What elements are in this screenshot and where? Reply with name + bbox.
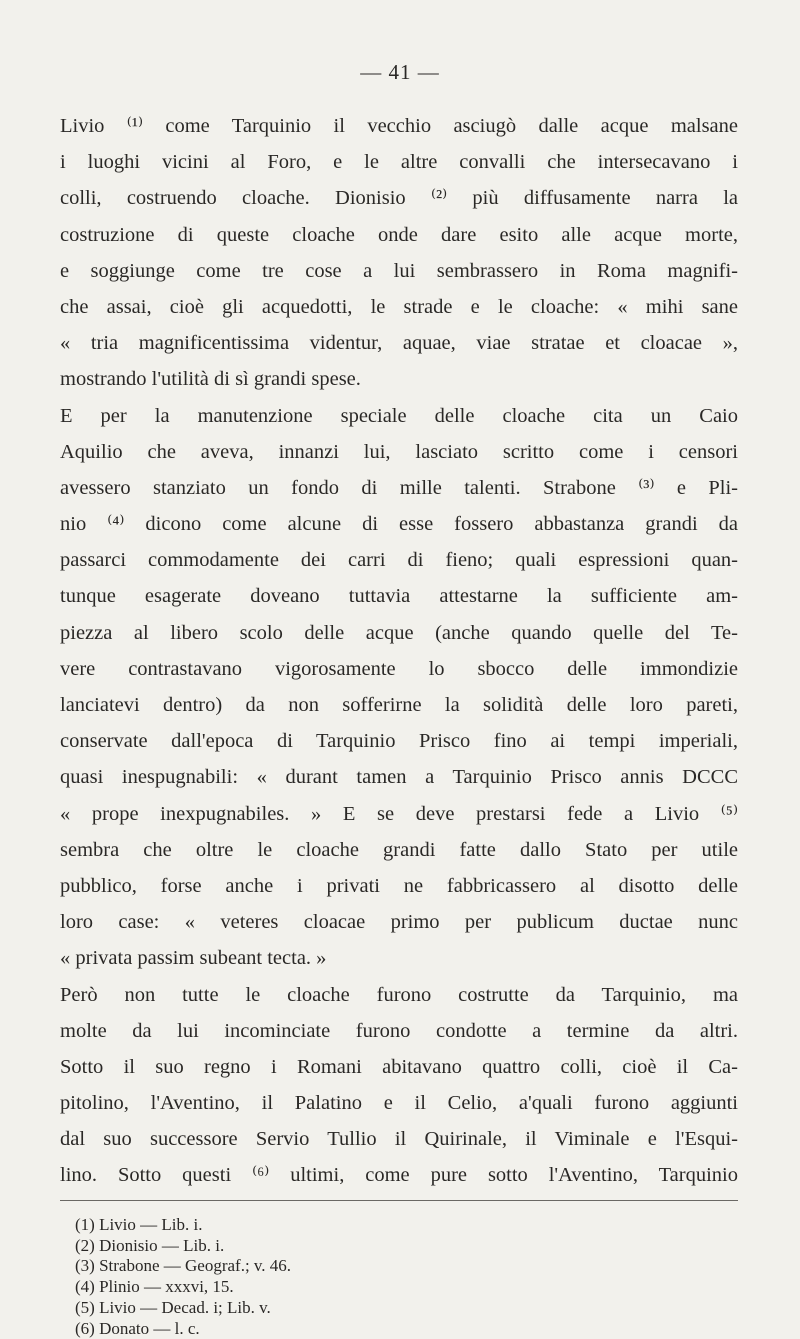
text-line: E per la manutenzione speciale delle cloache cita un Caio: [60, 404, 738, 427]
text-line: nio ⁽⁴⁾ dicono come alcune di esse fossero abbastanza grandi da: [60, 513, 738, 536]
text-line: mostrando l'utilità di sì grandi spese.: [60, 368, 361, 391]
text-line: vere contrastavano vigorosamente lo sbocco delle immondizie: [60, 657, 738, 680]
footnote-divider: [60, 1200, 738, 1201]
text-line: dal suo successore Servio Tullio il Quirinale, il Viminale e l'Esqui-: [60, 1128, 738, 1151]
text-line: tunque esagerate doveano tuttavia attestarne la sufficiente am-: [60, 585, 738, 608]
text-line: passarci commodamente dei carri di fieno; quali espressioni quan-: [60, 549, 738, 572]
text-line: quasi inespugnabili: « durant tamen a Tarquinio Prisco annis DCCC: [60, 766, 738, 789]
body-text: [60, 108, 738, 1194]
text-line: pitolino, l'Aventino, il Palatino e il Celio, a'quali furono aggiunti: [60, 1092, 738, 1115]
text-line: Livio ⁽¹⁾ come Tarquinio il vecchio asciugò dalle acque malsane: [60, 115, 738, 137]
text-line: e soggiunge come tre cose a lui sembrassero in Roma magnifi-: [60, 259, 738, 282]
text-line: colli, costruendo cloache. Dionisio ⁽²⁾ più diffusamente narra la: [60, 187, 738, 210]
footnote: (2) Dionisio — Lib. i.: [75, 1235, 225, 1255]
footnote: (6) Donato — l. c.: [75, 1318, 200, 1338]
text-line: molte da lui incominciate furono condotte a termine da altri.: [60, 1019, 738, 1042]
text-line: lino. Sotto questi ⁽⁶⁾ ultimi, come pure sotto l'Aventino, Tarquinio: [60, 1164, 738, 1187]
text-line: che assai, cioè gli acquedotti, le strade e le cloache: « mihi sane: [60, 295, 738, 318]
footnote: (4) Plinio — xxxvi, 15.: [75, 1277, 234, 1297]
text-line: lanciatevi dentro) da non sofferirne la solidità delle loro pareti,: [60, 694, 738, 716]
footnotes: [75, 1215, 291, 1339]
text-line: « tria magnificentissima videntur, aquae, viae stratae et cloacae »,: [60, 332, 738, 355]
text-line: Aquilio che aveva, innanzi lui, lasciato scritto come i censori: [60, 440, 738, 463]
text-line: Sotto il suo regno i Romani abitavano quattro colli, cioè il Ca-: [60, 1055, 738, 1078]
text-line: « privata passim subeant tecta. »: [60, 947, 327, 970]
text-line: pubblico, forse anche i privati ne fabbricassero al disotto delle: [60, 874, 738, 897]
text-line: Però non tutte le cloache furono costrutte da Tarquinio, ma: [60, 983, 738, 1006]
text-line: conservate dall'epoca di Tarquinio Prisco fino ai tempi imperiali,: [60, 730, 738, 753]
footnote: (3) Strabone — Geograf.; v. 46.: [75, 1256, 292, 1276]
text-line: loro case: « veteres cloacae primo per publicum ductae nunc: [60, 911, 738, 934]
text-line: costruzione di queste cloache onde dare esito alle acque morte,: [60, 223, 738, 246]
page-number: — 41 —: [360, 60, 440, 84]
footnote: (5) Livio — Decad. i; Lib. v.: [75, 1297, 271, 1317]
footnote: (1) Livio — Lib. i.: [75, 1215, 203, 1234]
text-line: i luoghi vicini al Foro, e le altre convalli che intersecavano i: [60, 151, 738, 174]
text-line: avessero stanziato un fondo di mille talenti. Strabone ⁽³⁾ e Pli-: [60, 476, 738, 499]
text-line: « prope inexpugnabiles. » E se deve prestarsi fede a Livio ⁽⁵⁾: [60, 802, 738, 825]
text-line: piezza al libero scolo delle acque (anche quando quelle del Te-: [60, 621, 738, 644]
text-line: sembra che oltre le cloache grandi fatte dallo Stato per utile: [60, 838, 738, 861]
